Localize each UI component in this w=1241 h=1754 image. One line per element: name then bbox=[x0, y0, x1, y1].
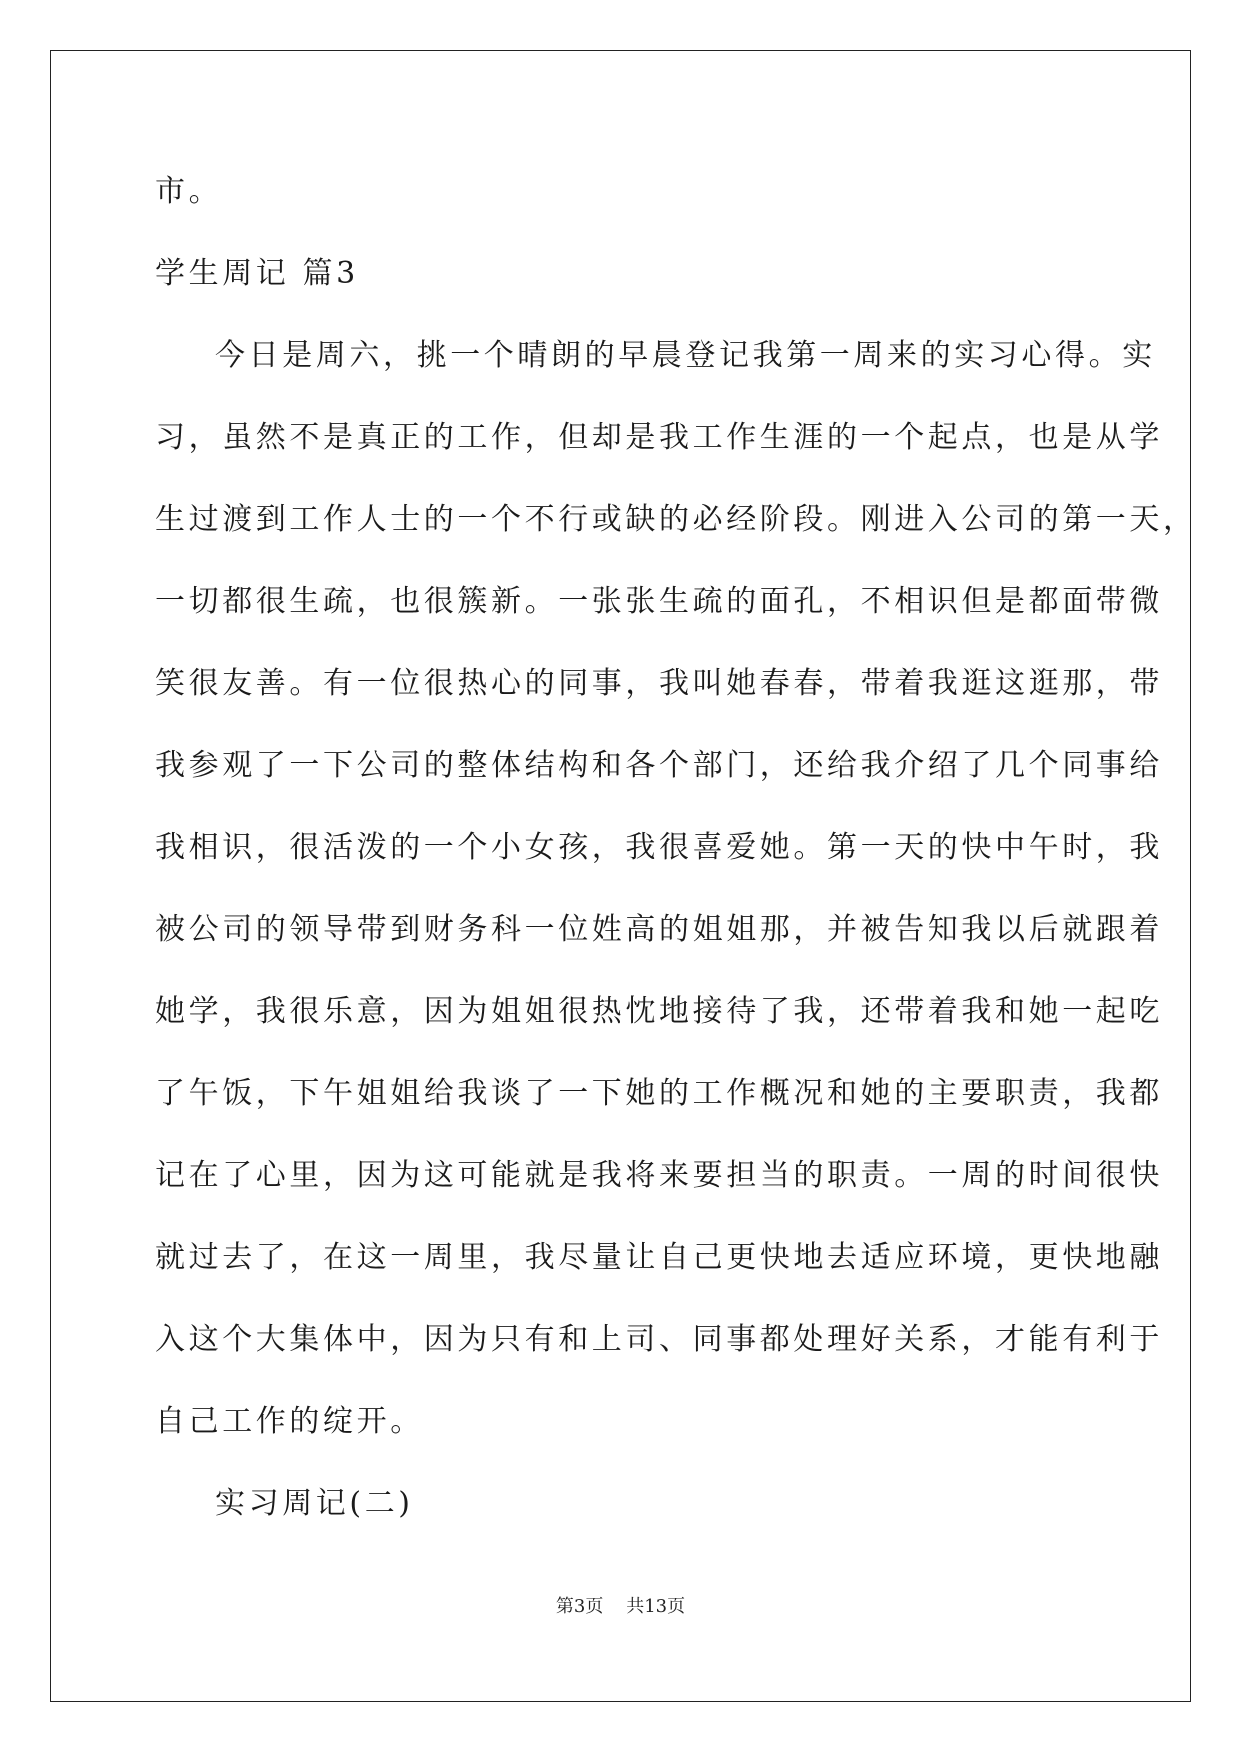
paragraph-line: 我参观了一下公司的整体结构和各个部门，还给我介绍了几个同事给 bbox=[155, 748, 1163, 783]
paragraph-line: 今日是周六，挑一个晴朗的早晨登记我第一周来的实习心得。实 bbox=[215, 338, 1156, 373]
paragraph-line: 入这个大集体中，因为只有和上司、同事都处理好关系，才能有利于 bbox=[155, 1322, 1163, 1357]
paragraph-line: 笑很友善。有一位很热心的同事，我叫她春春，带着我逛这逛那，带 bbox=[155, 666, 1163, 701]
paragraph-line: 我相识，很活泼的一个小女孩，我很喜爱她。第一天的快中午时，我 bbox=[155, 830, 1163, 865]
paragraph-line: 一切都很生疏，也很簇新。一张张生疏的面孔，不相识但是都面带微 bbox=[155, 584, 1163, 619]
page-border bbox=[50, 50, 1191, 1702]
paragraph-line: 她学，我很乐意，因为姐姐很热忱地接待了我，还带着我和她一起吃 bbox=[155, 994, 1163, 1029]
page-number-footer: 第3页 共13页 bbox=[555, 1596, 686, 1617]
paragraph-line: 记在了心里，因为这可能就是我将来要担当的职责。一周的时间很快 bbox=[155, 1158, 1163, 1193]
section-heading: 学生周记 篇3 bbox=[155, 256, 359, 291]
paragraph-line: 习，虽然不是真正的工作，但却是我工作生涯的一个起点，也是从学 bbox=[155, 420, 1163, 455]
paragraph-line: 了午饭，下午姐姐给我谈了一下她的工作概况和她的主要职责，我都 bbox=[155, 1076, 1163, 1111]
paragraph-line: 就过去了，在这一周里，我尽量让自己更快地去适应环境，更快地融 bbox=[155, 1240, 1163, 1275]
paragraph-line: 自己工作的绽开。 bbox=[155, 1404, 424, 1439]
paragraph-line: 被公司的领导带到财务科一位姓高的姐姐那，并被告知我以后就跟着 bbox=[155, 912, 1163, 947]
text-line-continuation: 市。 bbox=[155, 174, 223, 209]
subheading: 实习周记(二) bbox=[215, 1486, 414, 1521]
paragraph-line: 生过渡到工作人士的一个不行或缺的必经阶段。刚进入公司的第一天， bbox=[155, 502, 1197, 537]
